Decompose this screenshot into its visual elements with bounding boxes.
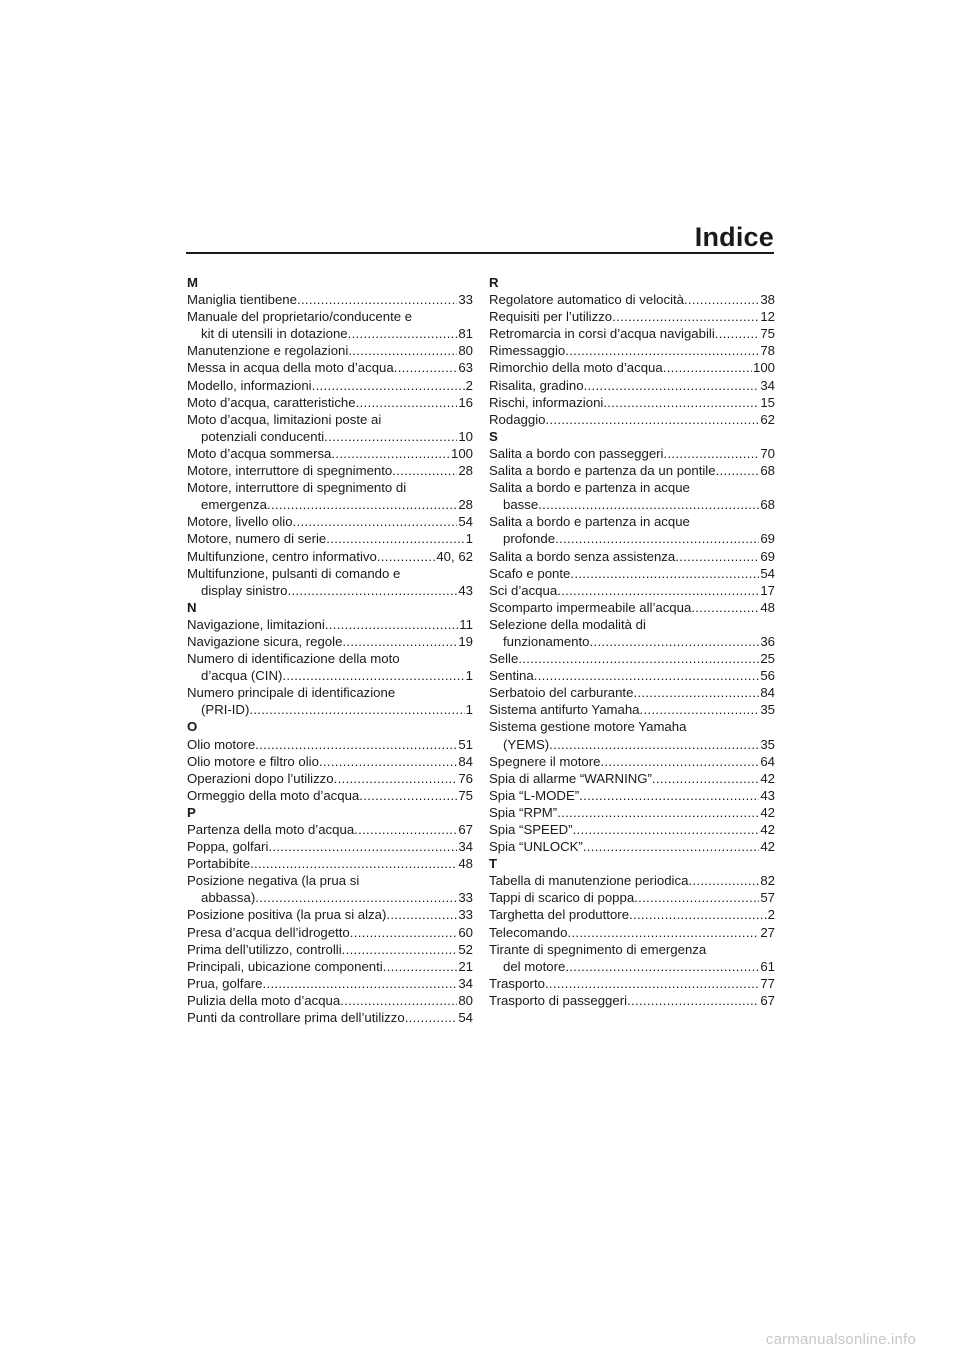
- dot-leader: [640, 701, 760, 718]
- index-entry: [489, 462, 775, 479]
- index-entry: [489, 582, 775, 599]
- index-entry-page: 57: [760, 890, 775, 906]
- index-entry-page: 82: [760, 873, 775, 889]
- dot-leader: [383, 958, 458, 975]
- index-entry-page: 69: [760, 531, 775, 547]
- index-entry-page: 34: [458, 839, 473, 855]
- index-entry: [489, 753, 775, 770]
- index-section-letter: N: [187, 599, 197, 615]
- index-entry-text: Targhetta del produttore: [489, 907, 630, 923]
- index-entry: [489, 924, 775, 941]
- index-entry-text: abbassa): [201, 890, 256, 906]
- index-entry-text: Spia “L-MODE”: [489, 787, 580, 803]
- index-entry-text: kit di utensili in dotazione: [201, 326, 348, 342]
- index-entry: [489, 479, 775, 513]
- index-entry-page: 100: [752, 360, 775, 376]
- index-entry: [489, 308, 775, 325]
- dot-leader: [326, 530, 464, 547]
- dot-leader: [249, 701, 464, 718]
- index-entry-text: Moto d’acqua, limitazioni poste ai: [187, 411, 382, 427]
- index-entry: [187, 565, 473, 599]
- index-entry: [187, 462, 473, 479]
- index-entry-text: Trasporto: [489, 975, 545, 991]
- index-entry-page: 43: [458, 582, 473, 598]
- index-entry-page: 51: [458, 736, 473, 752]
- index-entry-page: 28: [458, 497, 473, 513]
- index-entry-text: Motore, interruttore di spegnimento: [187, 463, 393, 479]
- index-entry: [489, 906, 775, 923]
- index-entry-text: Salita a bordo senza assistenza: [489, 548, 676, 564]
- index-entry-page: 81: [458, 326, 473, 342]
- index-entry: [489, 616, 775, 650]
- index-entry-page: 2: [465, 377, 473, 393]
- index-entry-text: Retromarcia in corsi d’acqua navigabili: [489, 326, 715, 342]
- index-entry: [489, 770, 775, 787]
- index-entry-page: 60: [458, 924, 473, 940]
- index-entry-page: 54: [760, 565, 775, 581]
- index-entry: [489, 975, 775, 992]
- index-entry: [187, 291, 473, 308]
- index-entry-text: Regolatore automatico di velocità: [489, 292, 684, 308]
- index-entry: [187, 445, 473, 462]
- dot-leader: [534, 667, 760, 684]
- index-entry-text: Salita a bordo con passeggeri: [489, 445, 664, 461]
- index-entry: [187, 872, 473, 906]
- dot-leader: [565, 342, 759, 359]
- index-entry-text: Olio motore: [187, 736, 256, 752]
- index-entry-page: 38: [760, 292, 775, 308]
- index-entry: [489, 650, 775, 667]
- dot-leader: [612, 308, 759, 325]
- index-entry-text: profonde: [503, 531, 556, 547]
- index-entry: [187, 821, 473, 838]
- dot-leader: [282, 667, 464, 684]
- index-entry: [489, 291, 775, 308]
- dot-leader: [255, 889, 457, 906]
- index-entry-text: Sistema gestione motore Yamaha: [489, 719, 687, 735]
- index-entry-page: 33: [458, 890, 473, 906]
- index-entry-page: 48: [760, 599, 775, 615]
- index-entry: [187, 684, 473, 718]
- index-entry-page: 42: [760, 770, 775, 786]
- index-entry: [489, 565, 775, 582]
- dot-leader: [583, 838, 760, 855]
- index-entry-text: Risalita, gradino: [489, 377, 584, 393]
- index-entry-text: Requisiti per l’utilizzo: [489, 309, 613, 325]
- index-entry: [187, 855, 473, 872]
- index-entry: [187, 616, 473, 633]
- index-entry-page: 62: [760, 411, 775, 427]
- index-entry-page: 61: [760, 958, 775, 974]
- dot-leader: [386, 906, 457, 923]
- index-entry-text: Spia “SPEED”: [489, 822, 573, 837]
- index-entry-page: 54: [458, 1010, 473, 1026]
- index-column-left: [187, 274, 473, 1026]
- index-entry-page: 67: [458, 822, 473, 837]
- index-entry: [187, 513, 473, 530]
- dot-leader: [715, 325, 760, 342]
- index-entry: [187, 906, 473, 923]
- dot-leader: [297, 291, 457, 308]
- index-entry-text: Sci d’acqua: [489, 582, 558, 598]
- dot-leader: [377, 548, 435, 565]
- index-entry: [187, 479, 473, 513]
- index-entry: [187, 941, 473, 958]
- index-entry-text: emergenza: [201, 497, 267, 513]
- index-section-letter: S: [489, 428, 498, 444]
- index-entry-page: 35: [760, 702, 775, 718]
- index-entry-text: Salita a bordo e partenza da un pontile: [489, 463, 716, 479]
- index-entry: [489, 394, 775, 411]
- index-entry-text: Olio motore e filtro olio: [187, 753, 319, 769]
- dot-leader: [567, 924, 759, 941]
- index-entry-text: Selle: [489, 651, 519, 667]
- dot-leader: [627, 992, 759, 1009]
- index-entry-text: Spia “RPM”: [489, 804, 558, 820]
- dot-leader: [652, 770, 759, 787]
- index-entry: [187, 650, 473, 684]
- index-entry: [489, 342, 775, 359]
- index-entry-page: 1: [465, 531, 473, 547]
- dot-leader: [557, 804, 759, 821]
- index-entry-page: 69: [760, 548, 775, 564]
- index-entry: [187, 838, 473, 855]
- index-entry-text: Spia di allarme “WARNING”: [489, 770, 652, 786]
- index-entry-page: 76: [458, 770, 473, 786]
- index-entry-page: 36: [760, 633, 775, 649]
- index-entry-text: Multifunzione, centro informativo: [187, 548, 377, 564]
- index-entry: [187, 394, 473, 411]
- page-title: Indice: [694, 222, 774, 252]
- index-entry-text: Motore, livello olio: [187, 514, 293, 530]
- index-entry-text: (YEMS): [503, 736, 550, 752]
- index-entry-text: Tappi di scarico di poppa: [489, 890, 635, 906]
- index-entry-text: Rimorchio della moto d’acqua: [489, 360, 663, 376]
- index-entry: [489, 445, 775, 462]
- index-entry-text: d’acqua (CIN): [201, 668, 283, 684]
- index-entry-page: 40, 62: [436, 548, 473, 564]
- index-entry: [489, 821, 775, 838]
- index-entry-page: 17: [760, 582, 775, 598]
- index-entry-text: Numero principale di identificazione: [187, 685, 396, 701]
- dot-leader: [268, 838, 457, 855]
- index-entry-text: del motore: [503, 958, 566, 974]
- dot-leader: [570, 565, 759, 582]
- index-entry-page: 11: [459, 616, 473, 632]
- index-entry-page: 56: [760, 668, 775, 684]
- dot-leader: [584, 377, 760, 394]
- index-entry: [489, 377, 775, 394]
- dot-leader: [324, 428, 457, 445]
- dot-leader: [255, 736, 457, 753]
- index-entry: [489, 667, 775, 684]
- index-entry-text: Posizione positiva (la prua si alza): [187, 907, 387, 923]
- index-entry-text: Serbatoio del carburante: [489, 685, 634, 701]
- dot-leader: [663, 445, 759, 462]
- index-entry: [187, 530, 473, 547]
- dot-leader: [579, 787, 759, 804]
- dot-leader: [405, 1009, 458, 1026]
- index-entry-page: 15: [760, 394, 775, 410]
- index-entry-page: 48: [458, 856, 473, 872]
- index-entry-page: 33: [458, 907, 473, 923]
- dot-leader: [545, 411, 759, 428]
- index-entry-text: Moto d’acqua, caratteristiche: [187, 394, 356, 410]
- index-entry-page: 1: [465, 702, 473, 718]
- index-entry-page: 68: [760, 463, 775, 479]
- index-entry: [187, 992, 473, 1009]
- index-entry: [187, 753, 473, 770]
- index-entry: [187, 924, 473, 941]
- index-entry: [187, 958, 473, 975]
- index-entry-text: Sistema antifurto Yamaha: [489, 702, 640, 718]
- dot-leader: [691, 599, 759, 616]
- dot-leader: [629, 906, 767, 923]
- index-entry-text: Modello, informazioni: [187, 377, 312, 393]
- index-entry: [489, 359, 775, 376]
- index-section-letter: P: [187, 804, 196, 820]
- index-entry: [489, 701, 775, 718]
- index-entry-text: Rodaggio: [489, 411, 546, 427]
- dot-leader: [549, 736, 759, 753]
- dot-leader: [342, 941, 458, 958]
- index-entry-page: 52: [458, 941, 473, 957]
- dot-leader: [392, 462, 457, 479]
- dot-leader: [340, 992, 457, 1009]
- dot-leader: [573, 821, 760, 838]
- index-entry-text: Scomparto impermeabile all’acqua: [489, 599, 692, 615]
- index-entry: [489, 787, 775, 804]
- index-entry-text: Presa d’acqua dell’idrogetto: [187, 924, 350, 940]
- dot-leader: [538, 496, 759, 513]
- index-entry: [187, 736, 473, 753]
- dot-leader: [348, 342, 457, 359]
- dot-leader: [600, 753, 759, 770]
- index-entry-text: Telecomando: [489, 924, 568, 940]
- index-entry: [187, 633, 473, 650]
- index-entry: [187, 975, 473, 992]
- index-section-letter: O: [187, 719, 198, 735]
- index-entry: [187, 770, 473, 787]
- index-entry-text: Ormeggio della moto d’acqua: [187, 787, 360, 803]
- index-entry: [187, 377, 473, 394]
- index-entry-page: 42: [760, 822, 775, 837]
- dot-leader: [293, 513, 458, 530]
- dot-leader: [267, 496, 457, 513]
- dot-leader: [319, 753, 457, 770]
- index-entry-text: Tirante di spegnimento di emergenza: [489, 941, 707, 957]
- index-entry-page: 19: [458, 633, 473, 649]
- index-entry: [489, 992, 775, 1009]
- index-entry-page: 84: [760, 685, 775, 701]
- dot-leader: [325, 616, 458, 633]
- index-entry-page: 68: [760, 497, 775, 513]
- index-entry: [187, 787, 473, 804]
- index-entry-text: Numero di identificazione della moto: [187, 651, 400, 667]
- index-entry: [489, 411, 775, 428]
- index-entry-page: 63: [458, 360, 473, 376]
- index-entry-text: potenziali conducenti: [201, 428, 325, 444]
- index-entry-page: 70: [760, 445, 775, 461]
- index-entry-text: Moto d’acqua sommersa: [187, 445, 332, 461]
- dot-leader: [394, 359, 458, 376]
- index-entry-text: Motore, interruttore di spegnimento di: [187, 480, 407, 496]
- dot-leader: [634, 889, 759, 906]
- index-entry-text: Selezione della modalità di: [489, 616, 646, 632]
- dot-leader: [684, 291, 759, 308]
- index-entry-text: Spia “UNLOCK”: [489, 839, 583, 855]
- index-entry-page: 33: [458, 292, 473, 308]
- index-entry: [489, 838, 775, 855]
- index-entry-text: funzionamento: [503, 633, 590, 649]
- index-entry-page: 35: [760, 736, 775, 752]
- index-entry-text: Rimessaggio: [489, 343, 566, 359]
- dot-leader: [545, 975, 759, 992]
- index-entry-text: Spegnere il motore: [489, 753, 601, 769]
- dot-leader: [354, 821, 457, 838]
- index-entry-text: Multifunzione, pulsanti di comando e: [187, 565, 401, 581]
- index-entry-page: 2: [767, 907, 775, 923]
- dot-leader: [348, 325, 458, 342]
- index-entry-text: Motore, numero di serie: [187, 531, 327, 547]
- index-entry-text: Partenza della moto d’acqua: [187, 822, 355, 837]
- index-entry-text: Posizione negativa (la prua si: [187, 873, 360, 889]
- dot-leader: [359, 787, 457, 804]
- index-entry-page: 12: [760, 309, 775, 325]
- index-entry-text: Operazioni dopo l’utilizzo: [187, 770, 334, 786]
- index-entry-text: Messa in acqua della moto d’acqua: [187, 360, 394, 376]
- index-entry: [489, 718, 775, 752]
- index-entry-text: Pulizia della moto d’acqua: [187, 992, 341, 1008]
- index-entry-page: 28: [458, 463, 473, 479]
- index-entry-page: 42: [760, 804, 775, 820]
- dot-leader: [603, 394, 759, 411]
- index-entry-text: Salita a bordo e partenza in acque: [489, 514, 690, 530]
- index-entry-page: 75: [760, 326, 775, 342]
- dot-leader: [590, 633, 760, 650]
- index-entry-page: 64: [760, 753, 775, 769]
- dot-leader: [633, 684, 759, 701]
- title-rule: [186, 252, 774, 254]
- index-entry: [187, 308, 473, 342]
- index-entry-page: 43: [760, 787, 775, 803]
- dot-leader: [716, 462, 760, 479]
- index-entry-text: Prima dell’utilizzo, controlli: [187, 941, 342, 957]
- index-entry-text: Scafo e ponte: [489, 565, 571, 581]
- index-entry: [187, 1009, 473, 1026]
- index-entry-page: 25: [760, 651, 775, 667]
- dot-leader: [675, 548, 759, 565]
- index-section-letter: M: [187, 275, 198, 290]
- index-entry: [489, 325, 775, 342]
- index-entry-page: 34: [760, 377, 775, 393]
- index-entry: [489, 872, 775, 889]
- index-entry: [489, 513, 775, 547]
- index-entry: [489, 941, 775, 975]
- index-entry-page: 77: [760, 975, 775, 991]
- index-entry-page: 21: [458, 958, 473, 974]
- index-column-right: [489, 274, 775, 1009]
- index-entry-text: Navigazione, limitazioni: [187, 616, 325, 632]
- index-entry-text: Poppa, golfari: [187, 839, 269, 855]
- index-entry: [187, 342, 473, 359]
- index-entry: [489, 684, 775, 701]
- index-entry-text: Manuale del proprietario/conducente e: [187, 309, 413, 325]
- index-entry-page: 84: [458, 753, 473, 769]
- dot-leader: [312, 377, 465, 394]
- dot-leader: [688, 872, 759, 889]
- index-entry-text: Maniglia tientibene: [187, 292, 297, 308]
- dot-leader: [250, 855, 457, 872]
- index-entry-page: 16: [458, 394, 473, 410]
- index-entry: [187, 359, 473, 376]
- index-entry-text: basse: [503, 497, 539, 513]
- dot-leader: [557, 582, 759, 599]
- index-entry-page: 54: [458, 514, 473, 530]
- index-entry: [187, 411, 473, 445]
- index-entry-text: Tabella di manutenzione periodica: [489, 873, 689, 889]
- dot-leader: [342, 633, 457, 650]
- index-entry-page: 27: [760, 924, 775, 940]
- index-entry: [489, 599, 775, 616]
- index-entry-page: 80: [458, 992, 473, 1008]
- index-entry-page: 67: [760, 992, 775, 1008]
- index-entry-page: 75: [458, 787, 473, 803]
- index-entry-page: 10: [458, 428, 473, 444]
- index-entry-text: Portabibite: [187, 856, 251, 872]
- watermark: carmanualsonline.info: [765, 1331, 916, 1348]
- dot-leader: [350, 924, 458, 941]
- dot-leader: [518, 650, 759, 667]
- index-entry-page: 100: [450, 445, 473, 461]
- index-entry-text: display sinistro: [201, 582, 288, 598]
- dot-leader: [263, 975, 458, 992]
- dot-leader: [356, 394, 458, 411]
- index-entry: [489, 889, 775, 906]
- index-entry-page: 1: [465, 668, 473, 684]
- index-entry-page: 34: [458, 975, 473, 991]
- index-entry-text: Punti da controllare prima dell’utilizzo: [187, 1010, 405, 1026]
- index-entry-page: 42: [760, 839, 775, 855]
- index-entry-text: Prua, golfare: [187, 975, 263, 991]
- dot-leader: [331, 445, 450, 462]
- dot-leader: [555, 530, 759, 547]
- index-section-letter: T: [489, 856, 498, 872]
- dot-leader: [663, 359, 752, 376]
- index-entry-text: Trasporto di passeggeri: [489, 992, 628, 1008]
- index-entry-text: Manutenzione e regolazioni: [187, 343, 349, 359]
- index-entry-text: (PRI-ID): [201, 702, 250, 718]
- index-entry-text: Sentina: [489, 668, 534, 684]
- dot-leader: [288, 582, 458, 599]
- index-section-letter: R: [489, 275, 499, 290]
- index-entry: [489, 548, 775, 565]
- index-entry: [187, 548, 473, 565]
- index-entry-text: Rischi, informazioni: [489, 394, 604, 410]
- index-entry-text: Navigazione sicura, regole: [187, 633, 343, 649]
- index-entry-page: 78: [760, 343, 775, 359]
- index-entry-text: Salita a bordo e partenza in acque: [489, 480, 690, 496]
- index-entry: [489, 804, 775, 821]
- index-entry-page: 80: [458, 343, 473, 359]
- dot-leader: [334, 770, 458, 787]
- index-entry-text: Principali, ubicazione componenti: [187, 958, 383, 974]
- dot-leader: [565, 958, 759, 975]
